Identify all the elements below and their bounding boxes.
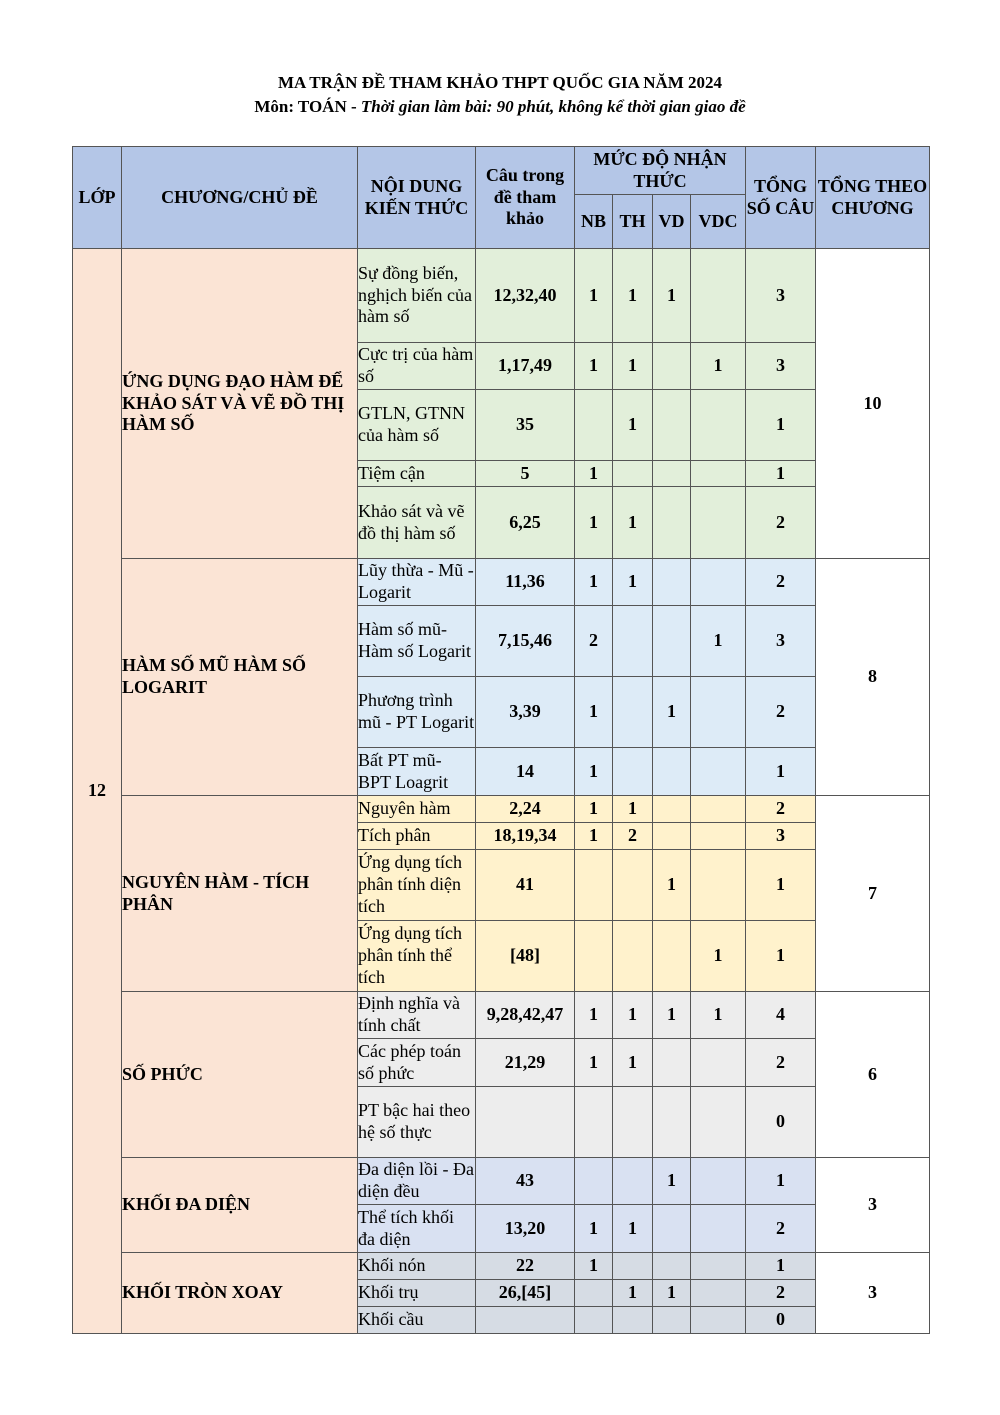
nb-cell: 1 [575,1253,613,1280]
vdc-cell: 1 [691,921,746,992]
th-cell: 1 [613,390,653,461]
topic-cell: Lũy thừa - Mũ - Logarit [358,559,476,606]
chapter-name: SỐ PHỨC [122,992,358,1158]
vdc-cell [691,1205,746,1253]
vd-cell [653,487,691,559]
question-cell: 35 [476,390,575,461]
vdc-cell [691,1039,746,1087]
topic-cell: Cực trị của hàm số [358,343,476,390]
sum-cell: 3 [746,823,816,850]
topic-cell: Phương trình mũ - PT Logarit [358,677,476,748]
vd-cell [653,390,691,461]
header-tongtheo: TỔNG THEO CHƯƠNG [816,147,930,249]
vdc-cell: 1 [691,606,746,677]
topic-cell: Định nghĩa và tính chất [358,992,476,1039]
sum-cell: 0 [746,1307,816,1334]
vdc-cell [691,1280,746,1307]
question-cell: 26,[45] [476,1280,575,1307]
chapter-total: 6 [816,992,930,1158]
topic-cell: Khối cầu [358,1307,476,1334]
vd-cell [653,559,691,606]
topic-cell: Các phép toán số phức [358,1039,476,1087]
vdc-cell [691,1158,746,1205]
vd-cell [653,1253,691,1280]
vd-cell [653,921,691,992]
nb-cell: 1 [575,559,613,606]
sum-cell: 2 [746,1205,816,1253]
header-cau: Câu trong đề tham khảo [476,147,575,249]
chapter-name: HÀM SỐ MŨ HÀM SỐ LOGARIT [122,559,358,796]
question-cell: 5 [476,461,575,487]
vdc-cell [691,390,746,461]
topic-cell: Thể tích khối đa diện [358,1205,476,1253]
question-cell: 43 [476,1158,575,1205]
topic-cell: GTLN, GTNN của hàm số [358,390,476,461]
sum-cell: 3 [746,606,816,677]
nb-cell: 1 [575,823,613,850]
question-cell: 22 [476,1253,575,1280]
question-cell: 1,17,49 [476,343,575,390]
header-tongso: TỔNG SỐ CÂU [746,147,816,249]
th-cell: 1 [613,1205,653,1253]
topic-cell: Khảo sát và vẽ đồ thị hàm số [358,487,476,559]
document-title: MA TRẬN ĐỀ THAM KHẢO THPT QUỐC GIA NĂM 2024 [277,73,723,92]
chapter-total: 10 [816,249,930,559]
topic-cell: Bất PT mũ- BPT Loagrit [358,748,476,796]
nb-cell: 1 [575,249,613,343]
nb-cell [575,1307,613,1334]
vd-cell [653,1307,691,1334]
nb-cell [575,1280,613,1307]
vd-cell [653,1039,691,1087]
sum-cell: 2 [746,796,816,823]
question-cell: 3,39 [476,677,575,748]
question-cell: 18,19,34 [476,823,575,850]
vd-cell [653,1087,691,1158]
vdc-cell [691,748,746,796]
vdc-cell [691,1307,746,1334]
nb-cell: 1 [575,343,613,390]
question-cell: 6,25 [476,487,575,559]
nb-cell: 1 [575,487,613,559]
vdc-cell [691,850,746,921]
nb-cell [575,1158,613,1205]
sum-cell: 2 [746,1280,816,1307]
subject-label: Môn: TOÁN - [254,97,361,116]
header-vdc: VDC [691,195,746,249]
vdc-cell [691,677,746,748]
topic-cell: Ứng dụng tích phân tính diện tích [358,850,476,921]
topic-cell: Tích phân [358,823,476,850]
nb-cell [575,1087,613,1158]
th-cell [613,461,653,487]
header-th: TH [613,195,653,249]
vdc-cell [691,249,746,343]
vd-cell: 1 [653,249,691,343]
sum-cell: 0 [746,1087,816,1158]
sum-cell: 2 [746,677,816,748]
topic-cell: Tiệm cận [358,461,476,487]
question-cell: 13,20 [476,1205,575,1253]
th-cell [613,1087,653,1158]
question-cell: 7,15,46 [476,606,575,677]
th-cell: 1 [613,796,653,823]
nb-cell: 2 [575,606,613,677]
question-cell: 41 [476,850,575,921]
question-cell [476,1087,575,1158]
chapter-name: ỨNG DỤNG ĐẠO HÀM ĐỂ KHẢO SÁT VÀ VẼ ĐỒ THỊ HÀM SỐ [122,249,358,559]
nb-cell [575,850,613,921]
grade-cell: 12 [73,249,122,1334]
nb-cell: 1 [575,1205,613,1253]
th-cell: 1 [613,559,653,606]
vd-cell [653,796,691,823]
sum-cell: 1 [746,1158,816,1205]
nb-cell: 1 [575,461,613,487]
th-cell [613,921,653,992]
nb-cell: 1 [575,992,613,1039]
nb-cell: 1 [575,748,613,796]
chapter-total: 3 [816,1158,930,1253]
sum-cell: 2 [746,559,816,606]
th-cell: 1 [613,343,653,390]
topic-cell: PT bậc hai theo hệ số thực [358,1087,476,1158]
th-cell: 1 [613,1039,653,1087]
question-cell: 14 [476,748,575,796]
vdc-cell: 1 [691,992,746,1039]
th-cell [613,1158,653,1205]
sum-cell: 4 [746,992,816,1039]
header-mucdo: MỨC ĐỘ NHẬN THỨC [575,147,746,195]
vdc-cell [691,796,746,823]
header-chuong: CHƯƠNG/CHỦ ĐỀ [122,147,358,249]
sum-cell: 2 [746,1039,816,1087]
topic-cell: Khối nón [358,1253,476,1280]
nb-cell: 1 [575,677,613,748]
header-nb: NB [575,195,613,249]
question-cell: [48] [476,921,575,992]
th-cell: 1 [613,249,653,343]
topic-cell: Khối trụ [358,1280,476,1307]
header-vd: VD [653,195,691,249]
vd-cell: 1 [653,677,691,748]
th-cell [613,606,653,677]
th-cell [613,748,653,796]
sum-cell: 1 [746,461,816,487]
header-noidung: NỘI DUNG KIẾN THỨC [358,147,476,249]
question-cell: 2,24 [476,796,575,823]
topic-cell: Đa diện lồi - Đa diện đều [358,1158,476,1205]
vdc-cell [691,1087,746,1158]
question-cell: 21,29 [476,1039,575,1087]
sum-cell: 1 [746,748,816,796]
chapter-name: KHỐI TRÒN XOAY [122,1253,358,1334]
vdc-cell: 1 [691,343,746,390]
th-cell [613,1307,653,1334]
th-cell: 1 [613,992,653,1039]
vd-cell: 1 [653,1280,691,1307]
question-cell: 12,32,40 [476,249,575,343]
sum-cell: 3 [746,249,816,343]
chapter-total: 3 [816,1253,930,1334]
th-cell [613,1253,653,1280]
chapter-total: 7 [816,796,930,992]
th-cell: 1 [613,1280,653,1307]
chapter-name: NGUYÊN HÀM - TÍCH PHÂN [122,796,358,992]
vd-cell [653,748,691,796]
topic-cell: Ứng dụng tích phân tính thể tích [358,921,476,992]
vd-cell [653,343,691,390]
sum-cell: 1 [746,850,816,921]
vdc-cell [691,487,746,559]
sum-cell: 3 [746,343,816,390]
vdc-cell [691,559,746,606]
vd-cell [653,461,691,487]
question-cell: 9,28,42,47 [476,992,575,1039]
topic-cell: Hàm số mũ- Hàm số Logarit [358,606,476,677]
th-cell [613,850,653,921]
th-cell: 1 [613,487,653,559]
document-subtitle [0,97,1000,117]
chapter-total: 8 [816,559,930,796]
matrix-table [72,146,930,1334]
nb-cell: 1 [575,1039,613,1087]
th-cell [613,677,653,748]
sum-cell: 1 [746,390,816,461]
nb-cell [575,390,613,461]
time-note: Thời gian làm bài: 90 phút, không kể thời gian giao đề [360,97,746,116]
chapter-name: KHỐI ĐA DIỆN [122,1158,358,1253]
sum-cell: 2 [746,487,816,559]
topic-cell: Sự đồng biến, nghịch biến của hàm số [358,249,476,343]
th-cell: 2 [613,823,653,850]
sum-cell: 1 [746,921,816,992]
vd-cell [653,823,691,850]
vd-cell [653,606,691,677]
vd-cell: 1 [653,992,691,1039]
vd-cell: 1 [653,850,691,921]
vd-cell: 1 [653,1158,691,1205]
nb-cell [575,921,613,992]
vdc-cell [691,823,746,850]
header-lop: LỚP [73,147,122,249]
sum-cell: 1 [746,1253,816,1280]
question-cell: 11,36 [476,559,575,606]
question-cell [476,1307,575,1334]
topic-cell: Nguyên hàm [358,796,476,823]
vd-cell [653,1205,691,1253]
nb-cell: 1 [575,796,613,823]
vdc-cell [691,1253,746,1280]
vdc-cell [691,461,746,487]
